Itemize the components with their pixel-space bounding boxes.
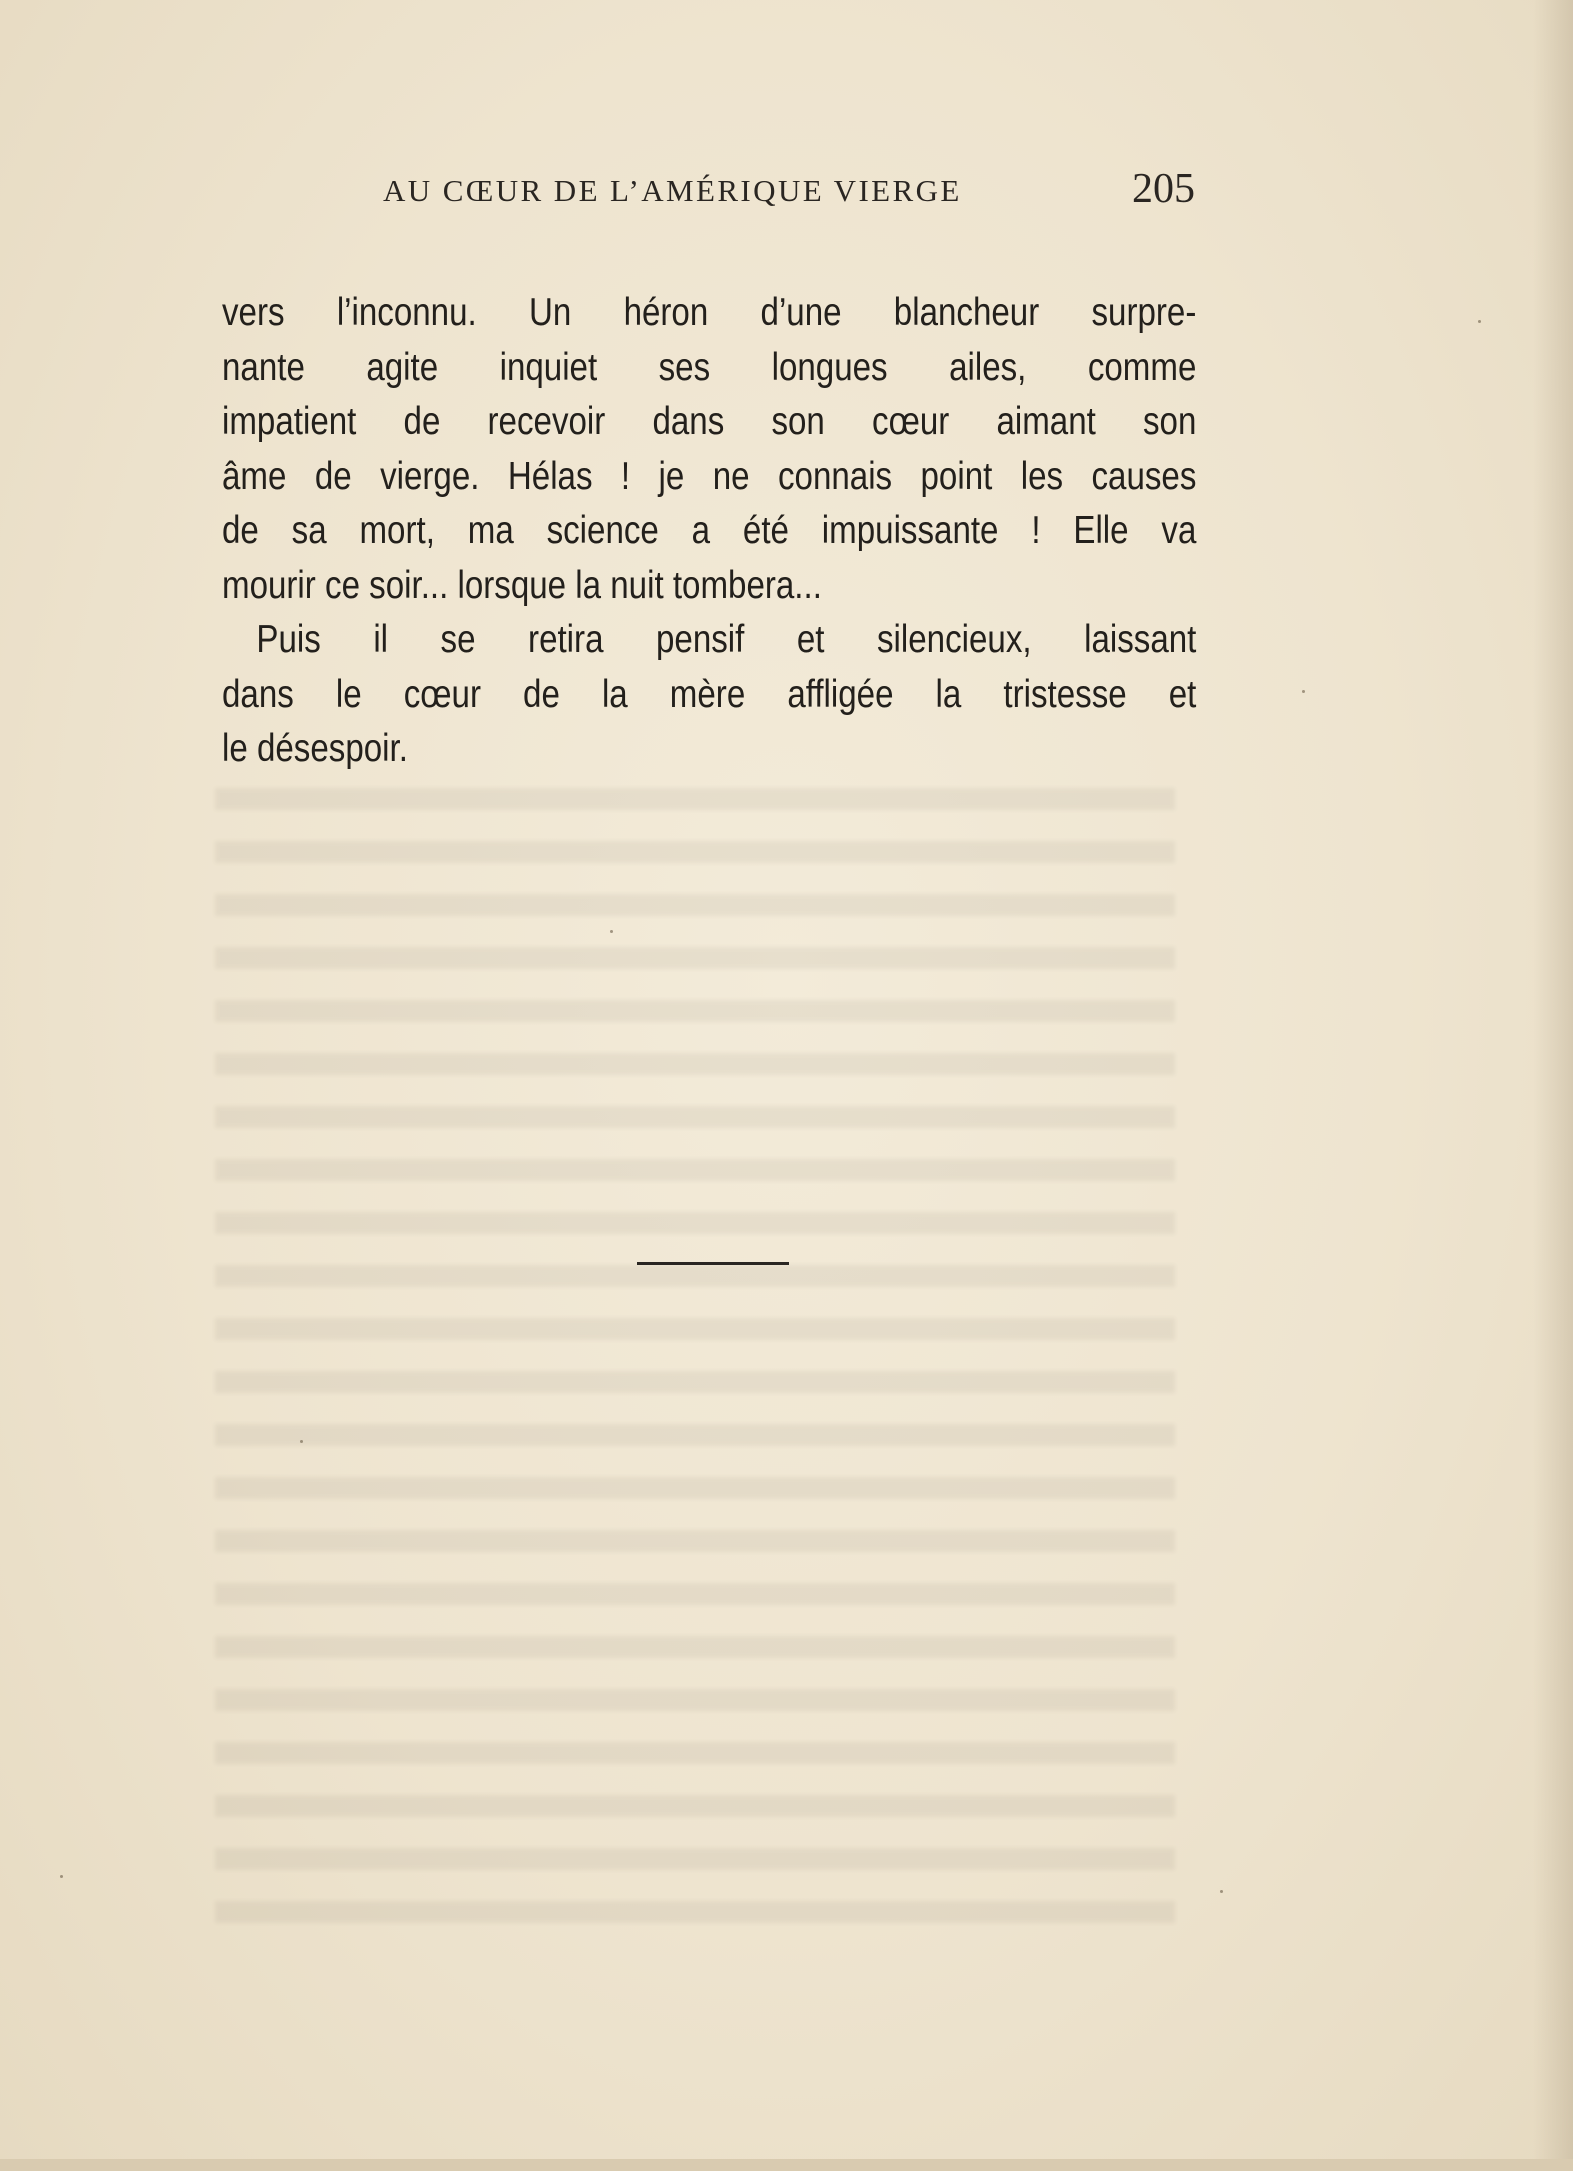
section-end-rule bbox=[637, 1262, 789, 1265]
paragraph-1 bbox=[222, 286, 1196, 613]
text-line: Puis il se retira pensif et silencieux, laissant bbox=[256, 618, 1197, 661]
text-line: dans le cœur de la mère affligée la tristesse et bbox=[222, 672, 1197, 716]
paper-speck bbox=[300, 1440, 303, 1443]
paper-speck bbox=[1220, 1890, 1223, 1893]
running-title: AU CŒUR DE L’AMÉRIQUE VIERGE bbox=[383, 173, 962, 208]
paper-speck bbox=[610, 930, 613, 933]
show-through-text bbox=[215, 770, 1175, 1940]
body-text bbox=[222, 286, 1196, 777]
page-edge-shadow bbox=[1533, 0, 1573, 2171]
text-line: nante agite inquiet ses longues ailes, comme bbox=[222, 345, 1197, 389]
paper-speck bbox=[1478, 320, 1481, 323]
text-line: âme de vierge. Hélas ! je ne connais point les causes bbox=[222, 454, 1197, 498]
text-line: mourir ce soir... lorsque la nuit tombera... bbox=[222, 563, 822, 607]
text-line: le désespoir. bbox=[222, 727, 408, 770]
text-line: de sa mort, ma science a été impuissante ! Elle va bbox=[222, 509, 1197, 552]
page-bottom-edge bbox=[0, 2159, 1573, 2171]
text-line: impatient de recevoir dans son cœur aimant son bbox=[222, 400, 1197, 443]
page-number: 205 bbox=[1132, 166, 1195, 212]
paper-speck bbox=[1302, 690, 1305, 693]
page-header bbox=[383, 165, 1195, 225]
paragraph-2 bbox=[222, 613, 1196, 777]
text-line: vers l’inconnu. Un héron d’une blancheur surpre- bbox=[222, 291, 1197, 334]
paper-speck bbox=[60, 1875, 63, 1878]
